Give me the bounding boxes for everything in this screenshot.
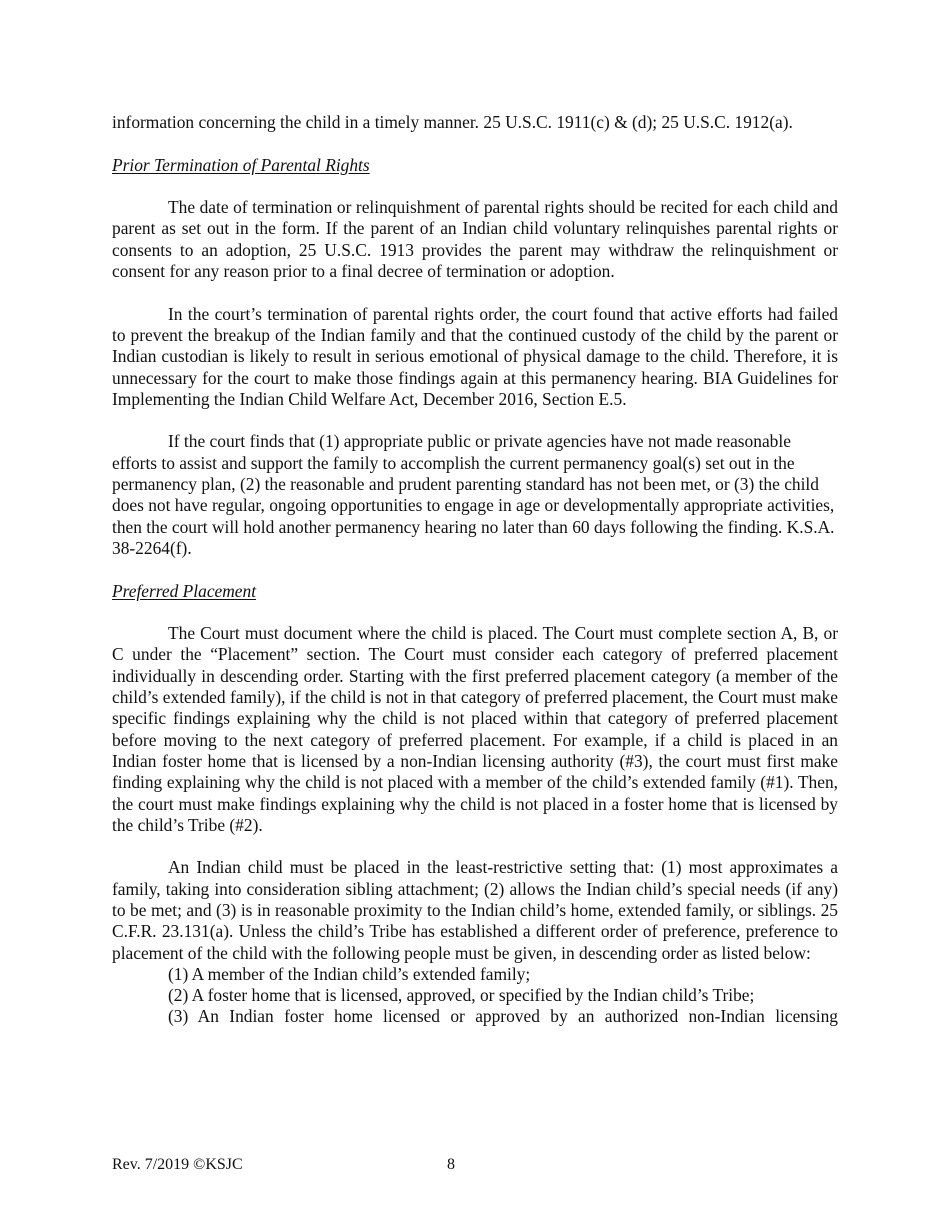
placement-preference-list	[112, 964, 838, 1028]
paragraph-termination-date: The date of termination or relinquishment of parental rights should be recited for each child and parent as set out in the form. If the parent of an Indian child voluntary relinquishes parental rights or consents to an adoption, 25 U.S.C. 1913 provides the parent may withdraw the relinquishment or consent for any reason prior to a final decree of termination or adoption.	[112, 197, 838, 282]
list-item: (3) An Indian foster home licensed or approved by an authorized non-Indian licensing	[168, 1006, 838, 1027]
section-heading-prior-termination: Prior Termination of Parental Rights	[112, 154, 370, 175]
page-number: 8	[447, 1156, 455, 1173]
list-item: (2) A foster home that is licensed, approved, or specified by the Indian child’s Tribe;	[168, 985, 755, 1006]
revision-note: Rev. 7/2019 ©KSJC	[112, 1156, 243, 1173]
paragraph-least-restrictive: An Indian child must be placed in the least-restrictive setting that: (1) most approximates a family, taking into consideration sibling attachment; (2) allows the Indian child’s special needs (if any) to be met; and (3) is in reasonable proximity to the Indian child’s home, extended family, or siblings. 25 C.F.R. 23.131(a). Unless the child’s Tribe has established a different order of preference, preference to placement of the child with the following people must be given, in descending order as listed below:	[112, 857, 838, 963]
paragraph-active-efforts: In the court’s termination of parental rights order, the court found that active efforts had failed to prevent the breakup of the Indian family and that the continued custody of the child by the parent or Indian custodian is likely to result in serious emotional of physical damage to the child. Therefore, it is unnecessary for the court to make those findings again at this permanency hearing. BIA Guidelines for Implementing the Indian Child Welfare Act, December 2016, Section E.5.	[112, 303, 838, 409]
paragraph-document-placement: The Court must document where the child is placed. The Court must complete section A, B, or C under the “Placement” section. The Court must consider each category of preferred placement individually in descending order. Starting with the first preferred placement category (a member of the child’s extended family), if the child is not in that category of preferred placement, the Court must make specific findings explaining why the child is not placed within that category of preferred placement before moving to the next category of preferred placement. For example, if a child is placed in an Indian foster home that is licensed by a non-Indian licensing authority (#3), the court must first make finding explaining why the child is not placed with a member of the child’s extended family (#1). Then, the court must make findings explaining why the child is not placed in a foster home that is licensed by the child’s Tribe (#2).	[112, 623, 838, 835]
intro-paragraph: information concerning the child in a timely manner. 25 U.S.C. 1911(c) & (d); 25 U.S.C. 1912(a).	[112, 112, 793, 132]
paragraph-reasonable-efforts: If the court finds that (1) appropriate public or private agencies have not made reasonable efforts to assist and support the family to accomplish the current permanency goal(s) set out in the permanency plan, (2) the reasonable and prudent parenting standard has not been met, or (3) the child does not have regular, ongoing opportunities to engage in age or developmentally appropriate activities, then the court will hold another permanency hearing no later than 60 days following the finding. K.S.A. 38-2264(f).	[112, 431, 835, 558]
document-body	[112, 112, 838, 1028]
section-heading-preferred-placement: Preferred Placement	[112, 580, 257, 601]
list-item: (1) A member of the Indian child’s extended family;	[168, 963, 531, 984]
